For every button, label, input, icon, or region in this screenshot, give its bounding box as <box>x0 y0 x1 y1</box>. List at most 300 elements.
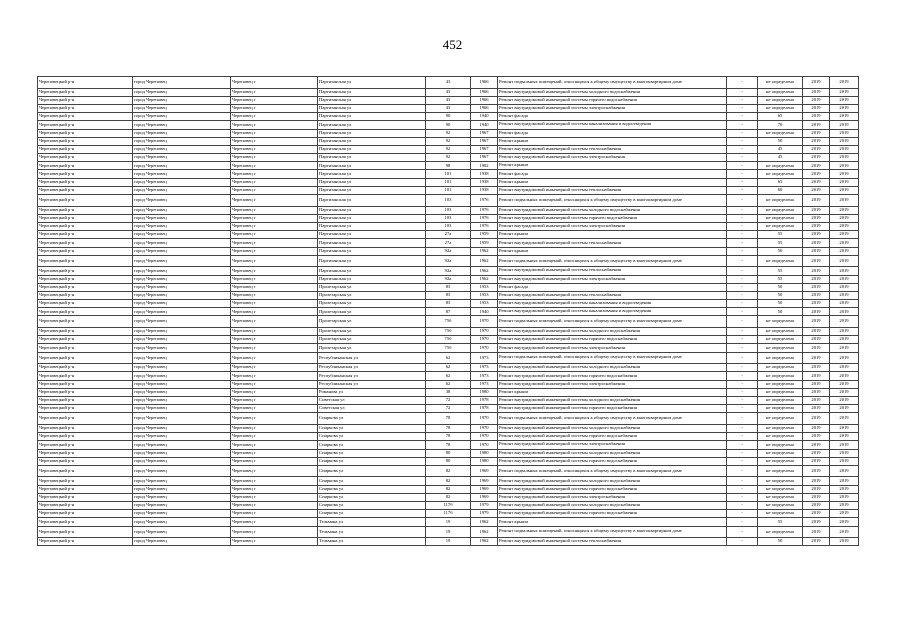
district-cell: Череповецкий р-н <box>38 449 133 457</box>
locality-cell: Череповец г <box>231 510 318 518</box>
dash-cell: - <box>727 178 758 186</box>
settlement-cell: город Череповец <box>133 267 231 275</box>
settlement-cell: город Череповец <box>133 433 231 441</box>
dash-cell: - <box>727 300 758 308</box>
settlement-cell: город Череповец <box>133 477 231 485</box>
start-year-cell: 2019 <box>803 308 830 316</box>
table-row <box>38 518 859 526</box>
dash-cell: - <box>727 223 758 231</box>
settlement-cell: город Череповец <box>133 88 231 96</box>
district-cell: Череповецкий р-н <box>38 485 133 493</box>
year-built-cell: 1940 <box>471 113 498 121</box>
street-cell: Партизанская ул <box>318 145 426 153</box>
work-type-cell: Ремонт внутридомовой инженерной системы теплоснабжения <box>498 186 727 194</box>
cost-cell: 50 <box>758 291 803 299</box>
street-cell: Партизанская ул <box>318 206 426 214</box>
district-cell: Череповецкий р-н <box>38 300 133 308</box>
locality-cell: Череповец г <box>231 291 318 299</box>
work-type-cell: Ремонт фасада <box>498 283 727 291</box>
cost-cell: 50 <box>758 247 803 255</box>
table-row <box>38 104 859 112</box>
table-row <box>38 113 859 121</box>
table-row <box>38 493 859 501</box>
year-built-cell: 1953 <box>471 300 498 308</box>
street-cell: Партизанская ул <box>318 231 426 239</box>
table-row <box>38 457 859 465</box>
end-year-cell: 2019 <box>830 231 859 239</box>
locality-cell: Череповец г <box>231 275 318 283</box>
end-year-cell: 2019 <box>830 441 859 449</box>
street-cell: Спиркова ул <box>318 449 426 457</box>
dash-cell: - <box>727 413 758 425</box>
district-cell: Череповецкий р-н <box>38 255 133 267</box>
year-built-cell: 1953 <box>471 283 498 291</box>
dash-cell: - <box>727 477 758 485</box>
work-type-cell: Ремонт подвальных помещений, относящихся к общему имуществу в многоквартирном доме <box>498 413 727 425</box>
locality-cell: Череповец г <box>231 77 318 89</box>
table-row <box>38 247 859 255</box>
district-cell: Череповецкий р-н <box>38 424 133 432</box>
street-cell: Тельмана ул <box>318 518 426 526</box>
year-built-cell: 1966 <box>471 88 498 96</box>
work-type-cell: Ремонт внутридомовой инженерной системы горячего водоснабжения <box>498 457 727 465</box>
year-built-cell: 1967 <box>471 137 498 145</box>
end-year-cell: 2019 <box>830 154 859 162</box>
settlement-cell: город Череповец <box>133 538 231 546</box>
year-built-cell: 1940 <box>471 308 498 316</box>
locality-cell: Череповец г <box>231 441 318 449</box>
settlement-cell: город Череповец <box>133 104 231 112</box>
year-built-cell: 1973 <box>471 352 498 364</box>
locality-cell: Череповец г <box>231 121 318 129</box>
work-type-cell: Ремонт внутридомовой инженерной системы теплоснабжения <box>498 291 727 299</box>
work-type-cell: Ремонт внутридомовой инженерной системы горячего водоснабжения <box>498 214 727 222</box>
table-row <box>38 186 859 194</box>
start-year-cell: 2019 <box>803 88 830 96</box>
district-cell: Череповецкий р-н <box>38 328 133 336</box>
district-cell: Череповецкий р-н <box>38 433 133 441</box>
street-cell: Спиркова ул <box>318 413 426 425</box>
start-year-cell: 2019 <box>803 137 830 145</box>
district-cell: Череповецкий р-н <box>38 283 133 291</box>
settlement-cell: город Череповец <box>133 336 231 344</box>
district-cell: Череповецкий р-н <box>38 96 133 104</box>
dash-cell: - <box>727 247 758 255</box>
end-year-cell: 2019 <box>830 396 859 404</box>
street-cell: Партизанская ул <box>318 195 426 207</box>
start-year-cell: 2019 <box>803 214 830 222</box>
start-year-cell: 2019 <box>803 77 830 89</box>
work-type-cell: Ремонт внутридомовой инженерной системы холодного водоснабжения <box>498 502 727 510</box>
district-cell: Череповецкий р-н <box>38 267 133 275</box>
house-number-cell: 78 <box>426 433 471 441</box>
start-year-cell: 2019 <box>803 104 830 112</box>
end-year-cell: 2019 <box>830 178 859 186</box>
end-year-cell: 2019 <box>830 518 859 526</box>
cost-cell: 65 <box>758 178 803 186</box>
year-built-cell: 1938 <box>471 178 498 186</box>
cost-cell: не определена <box>758 485 803 493</box>
cost-cell: не определена <box>758 372 803 380</box>
work-type-cell: Ремонт подвальных помещений, относящихся к общему имуществу в многоквартирном доме <box>498 316 727 328</box>
dash-cell: - <box>727 239 758 247</box>
table-row <box>38 405 859 413</box>
end-year-cell: 2019 <box>830 316 859 328</box>
year-built-cell: 1967 <box>471 145 498 153</box>
start-year-cell: 2019 <box>803 186 830 194</box>
cost-cell: не определена <box>758 96 803 104</box>
start-year-cell: 2019 <box>803 493 830 501</box>
year-built-cell: 1978 <box>471 396 498 404</box>
table-row <box>38 380 859 388</box>
street-cell: Пролетарская ул <box>318 283 426 291</box>
locality-cell: Череповец г <box>231 96 318 104</box>
table-row <box>38 121 859 129</box>
start-year-cell: 2019 <box>803 162 830 170</box>
year-built-cell: 1970 <box>471 433 498 441</box>
table-row <box>38 88 859 96</box>
locality-cell: Череповец г <box>231 283 318 291</box>
year-built-cell: 1962 <box>471 247 498 255</box>
settlement-cell: город Череповец <box>133 396 231 404</box>
end-year-cell: 2019 <box>830 137 859 145</box>
work-type-cell: Ремонт внутридомовой инженерной системы холодного водоснабжения <box>498 396 727 404</box>
cost-cell: не определена <box>758 424 803 432</box>
start-year-cell: 2019 <box>803 405 830 413</box>
year-built-cell: 1938 <box>471 186 498 194</box>
district-cell: Череповецкий р-н <box>38 239 133 247</box>
start-year-cell: 2019 <box>803 388 830 396</box>
cost-cell: не определена <box>758 433 803 441</box>
house-number-cell: 43 <box>426 104 471 112</box>
end-year-cell: 2019 <box>830 510 859 518</box>
locality-cell: Череповец г <box>231 195 318 207</box>
district-cell: Череповецкий р-н <box>38 336 133 344</box>
end-year-cell: 2019 <box>830 291 859 299</box>
dash-cell: - <box>727 405 758 413</box>
start-year-cell: 2019 <box>803 502 830 510</box>
cost-cell: не определена <box>758 364 803 372</box>
cost-cell: не определена <box>758 465 803 477</box>
house-number-cell: 87 <box>426 308 471 316</box>
year-built-cell: 1976 <box>471 206 498 214</box>
locality-cell: Череповец г <box>231 145 318 153</box>
house-number-cell: 19 <box>426 526 471 538</box>
street-cell: Партизанская ул <box>318 214 426 222</box>
cost-cell: 50 <box>758 300 803 308</box>
work-type-cell: Ремонт внутридомовой инженерной системы горячего водоснабжения <box>498 372 727 380</box>
table-row <box>38 275 859 283</box>
district-cell: Череповецкий р-н <box>38 457 133 465</box>
settlement-cell: город Череповец <box>133 300 231 308</box>
dash-cell: - <box>727 308 758 316</box>
cost-cell: не определена <box>758 413 803 425</box>
end-year-cell: 2019 <box>830 223 859 231</box>
street-cell: Партизанская ул <box>318 186 426 194</box>
start-year-cell: 2019 <box>803 239 830 247</box>
settlement-cell: город Череповец <box>133 441 231 449</box>
end-year-cell: 2019 <box>830 113 859 121</box>
table-row <box>38 291 859 299</box>
house-number-cell: 43 <box>426 88 471 96</box>
start-year-cell: 2019 <box>803 526 830 538</box>
start-year-cell: 2019 <box>803 255 830 267</box>
work-type-cell: Ремонт внутридомовой инженерной системы горячего водоснабжения <box>498 405 727 413</box>
house-number-cell: 98 <box>426 162 471 170</box>
start-year-cell: 2019 <box>803 121 830 129</box>
end-year-cell: 2019 <box>830 538 859 546</box>
dash-cell: - <box>727 255 758 267</box>
locality-cell: Череповец г <box>231 336 318 344</box>
street-cell: Партизанская ул <box>318 96 426 104</box>
start-year-cell: 2019 <box>803 195 830 207</box>
table-row <box>38 77 859 89</box>
start-year-cell: 2019 <box>803 267 830 275</box>
house-number-cell: 101 <box>426 178 471 186</box>
end-year-cell: 2019 <box>830 206 859 214</box>
settlement-cell: город Череповец <box>133 137 231 145</box>
dash-cell: - <box>727 113 758 121</box>
work-type-cell: Ремонт подвальных помещений, относящихся к общему имуществу в многоквартирном доме <box>498 195 727 207</box>
end-year-cell: 2019 <box>830 96 859 104</box>
work-type-cell: Ремонт внутридомовой инженерной системы канализования и водоотведения <box>498 300 727 308</box>
settlement-cell: город Череповец <box>133 129 231 137</box>
end-year-cell: 2019 <box>830 162 859 170</box>
work-type-cell: Ремонт крыши <box>498 247 727 255</box>
year-built-cell: 1973 <box>471 380 498 388</box>
table-row <box>38 231 859 239</box>
year-built-cell: 1970 <box>471 316 498 328</box>
street-cell: Спиркова ул <box>318 465 426 477</box>
work-type-cell: Ремонт подвальных помещений, относящихся к общему имуществу в многоквартирном доме <box>498 255 727 267</box>
street-cell: Партизанская ул <box>318 121 426 129</box>
dash-cell: - <box>727 88 758 96</box>
start-year-cell: 2019 <box>803 396 830 404</box>
district-cell: Череповецкий р-н <box>38 413 133 425</box>
work-type-cell: Ремонт подвальных помещений, относящихся к общему имуществу в многоквартирном доме <box>498 352 727 364</box>
year-built-cell: 1976 <box>471 195 498 207</box>
cost-cell: 45 <box>758 145 803 153</box>
cost-cell: 55 <box>758 267 803 275</box>
house-number-cell: 19 <box>426 518 471 526</box>
locality-cell: Череповец г <box>231 493 318 501</box>
district-cell: Череповецкий р-н <box>38 352 133 364</box>
cost-cell: не определена <box>758 214 803 222</box>
year-built-cell: 1967 <box>471 154 498 162</box>
settlement-cell: город Череповец <box>133 162 231 170</box>
year-built-cell: 1959 <box>471 239 498 247</box>
work-type-cell: Ремонт внутридомовой инженерной системы горячего водоснабжения <box>498 510 727 518</box>
table-row <box>38 336 859 344</box>
dash-cell: - <box>727 380 758 388</box>
settlement-cell: город Череповец <box>133 186 231 194</box>
district-cell: Череповецкий р-н <box>38 477 133 485</box>
dash-cell: - <box>727 449 758 457</box>
house-number-cell: 80 <box>426 457 471 465</box>
house-number-cell: 90 <box>426 121 471 129</box>
cost-cell: 55 <box>758 231 803 239</box>
cost-cell: не определена <box>758 170 803 178</box>
dash-cell: - <box>727 267 758 275</box>
end-year-cell: 2019 <box>830 526 859 538</box>
house-number-cell: 75б <box>426 328 471 336</box>
start-year-cell: 2019 <box>803 170 830 178</box>
end-year-cell: 2019 <box>830 380 859 388</box>
district-cell: Череповецкий р-н <box>38 291 133 299</box>
table-row <box>38 502 859 510</box>
cost-cell: не определена <box>758 493 803 501</box>
table-row <box>38 206 859 214</box>
year-built-cell: 1969 <box>471 485 498 493</box>
end-year-cell: 2019 <box>830 449 859 457</box>
dash-cell: - <box>727 291 758 299</box>
work-type-cell: Ремонт крыши <box>498 388 727 396</box>
table-row <box>38 344 859 352</box>
street-cell: Партизанская ул <box>318 154 426 162</box>
house-number-cell: 101 <box>426 170 471 178</box>
street-cell: Спиркова ул <box>318 457 426 465</box>
start-year-cell: 2019 <box>803 223 830 231</box>
district-cell: Череповецкий р-н <box>38 538 133 546</box>
house-number-cell: 75б <box>426 344 471 352</box>
year-built-cell: 1970 <box>471 344 498 352</box>
street-cell: Партизанская ул <box>318 275 426 283</box>
street-cell: Пролетарская ул <box>318 308 426 316</box>
year-built-cell: 1966 <box>471 104 498 112</box>
work-type-cell: Ремонт внутридомовой инженерной системы электроснабжения <box>498 441 727 449</box>
cost-cell: не определена <box>758 195 803 207</box>
district-cell: Череповецкий р-н <box>38 405 133 413</box>
settlement-cell: город Череповец <box>133 223 231 231</box>
table-row <box>38 145 859 153</box>
table-row <box>38 283 859 291</box>
district-cell: Череповецкий р-н <box>38 178 133 186</box>
locality-cell: Череповец г <box>231 186 318 194</box>
house-number-cell: 92а <box>426 255 471 267</box>
work-type-cell: Ремонт крыши <box>498 231 727 239</box>
cost-cell: не определена <box>758 477 803 485</box>
cost-cell: не определена <box>758 344 803 352</box>
start-year-cell: 2019 <box>803 477 830 485</box>
table-row <box>38 510 859 518</box>
district-cell: Череповецкий р-н <box>38 364 133 372</box>
dash-cell: - <box>727 352 758 364</box>
district-cell: Череповецкий р-н <box>38 104 133 112</box>
district-cell: Череповецкий р-н <box>38 186 133 194</box>
street-cell: Партизанская ул <box>318 223 426 231</box>
end-year-cell: 2019 <box>830 145 859 153</box>
cost-cell: не определена <box>758 328 803 336</box>
table-row <box>38 223 859 231</box>
work-type-cell: Ремонт внутридомовой инженерной системы горячего водоснабжения <box>498 96 727 104</box>
locality-cell: Череповец г <box>231 352 318 364</box>
street-cell: Партизанская ул <box>318 104 426 112</box>
street-cell: Спиркова ул <box>318 441 426 449</box>
year-built-cell: 1962 <box>471 267 498 275</box>
dash-cell: - <box>727 162 758 170</box>
street-cell: Спиркова ул <box>318 477 426 485</box>
district-cell: Череповецкий р-н <box>38 372 133 380</box>
start-year-cell: 2019 <box>803 424 830 432</box>
house-number-cell: 92а <box>426 275 471 283</box>
settlement-cell: город Череповец <box>133 77 231 89</box>
work-type-cell: Ремонт внутридомовой инженерной системы электроснабжения <box>498 380 727 388</box>
table-row <box>38 129 859 137</box>
locality-cell: Череповец г <box>231 526 318 538</box>
year-built-cell: 1980 <box>471 388 498 396</box>
end-year-cell: 2019 <box>830 77 859 89</box>
settlement-cell: город Череповец <box>133 328 231 336</box>
start-year-cell: 2019 <box>803 145 830 153</box>
end-year-cell: 2019 <box>830 104 859 112</box>
dash-cell: - <box>727 77 758 89</box>
start-year-cell: 2019 <box>803 316 830 328</box>
house-number-cell: 72 <box>426 396 471 404</box>
year-built-cell: 1966 <box>471 96 498 104</box>
work-type-cell: Ремонт крыши <box>498 137 727 145</box>
settlement-cell: город Череповец <box>133 457 231 465</box>
district-cell: Череповецкий р-н <box>38 88 133 96</box>
house-number-cell: 82 <box>426 465 471 477</box>
end-year-cell: 2019 <box>830 129 859 137</box>
settlement-cell: город Череповец <box>133 465 231 477</box>
house-number-cell: 83 <box>426 300 471 308</box>
locality-cell: Череповец г <box>231 538 318 546</box>
locality-cell: Череповец г <box>231 485 318 493</box>
street-cell: Республиканская ул <box>318 352 426 364</box>
settlement-cell: город Череповец <box>133 405 231 413</box>
end-year-cell: 2019 <box>830 170 859 178</box>
street-cell: Романова ул <box>318 388 426 396</box>
settlement-cell: город Череповец <box>133 485 231 493</box>
year-built-cell: 1969 <box>471 465 498 477</box>
cost-cell: не определена <box>758 352 803 364</box>
settlement-cell: город Череповец <box>133 510 231 518</box>
district-cell: Череповецкий р-н <box>38 388 133 396</box>
work-type-cell: Ремонт крыши <box>498 518 727 526</box>
street-cell: Спиркова ул <box>318 493 426 501</box>
work-type-cell: Ремонт внутридомовой инженерной системы холодного водоснабжения <box>498 477 727 485</box>
settlement-cell: город Череповец <box>133 380 231 388</box>
end-year-cell: 2019 <box>830 372 859 380</box>
district-cell: Череповецкий р-н <box>38 502 133 510</box>
start-year-cell: 2019 <box>803 518 830 526</box>
work-type-cell: Ремонт внутридомовой инженерной системы канализования и водоотведения <box>498 308 727 316</box>
locality-cell: Череповец г <box>231 433 318 441</box>
cost-cell: 50 <box>758 137 803 145</box>
dash-cell: - <box>727 104 758 112</box>
year-built-cell: 1962 <box>471 518 498 526</box>
district-cell: Череповецкий р-н <box>38 129 133 137</box>
district-cell: Череповецкий р-н <box>38 214 133 222</box>
start-year-cell: 2019 <box>803 231 830 239</box>
end-year-cell: 2019 <box>830 502 859 510</box>
house-number-cell: 83 <box>426 291 471 299</box>
work-type-cell: Ремонт внутридомовой инженерной системы электроснабжения <box>498 154 727 162</box>
dash-cell: - <box>727 336 758 344</box>
settlement-cell: город Череповец <box>133 170 231 178</box>
locality-cell: Череповец г <box>231 129 318 137</box>
table-row <box>38 526 859 538</box>
work-type-cell: Ремонт внутридомовой инженерной системы холодного водоснабжения <box>498 364 727 372</box>
dash-cell: - <box>727 485 758 493</box>
cost-cell: 50 <box>758 538 803 546</box>
start-year-cell: 2019 <box>803 457 830 465</box>
locality-cell: Череповец г <box>231 502 318 510</box>
district-cell: Череповецкий р-н <box>38 223 133 231</box>
locality-cell: Череповец г <box>231 137 318 145</box>
district-cell: Череповецкий р-н <box>38 121 133 129</box>
